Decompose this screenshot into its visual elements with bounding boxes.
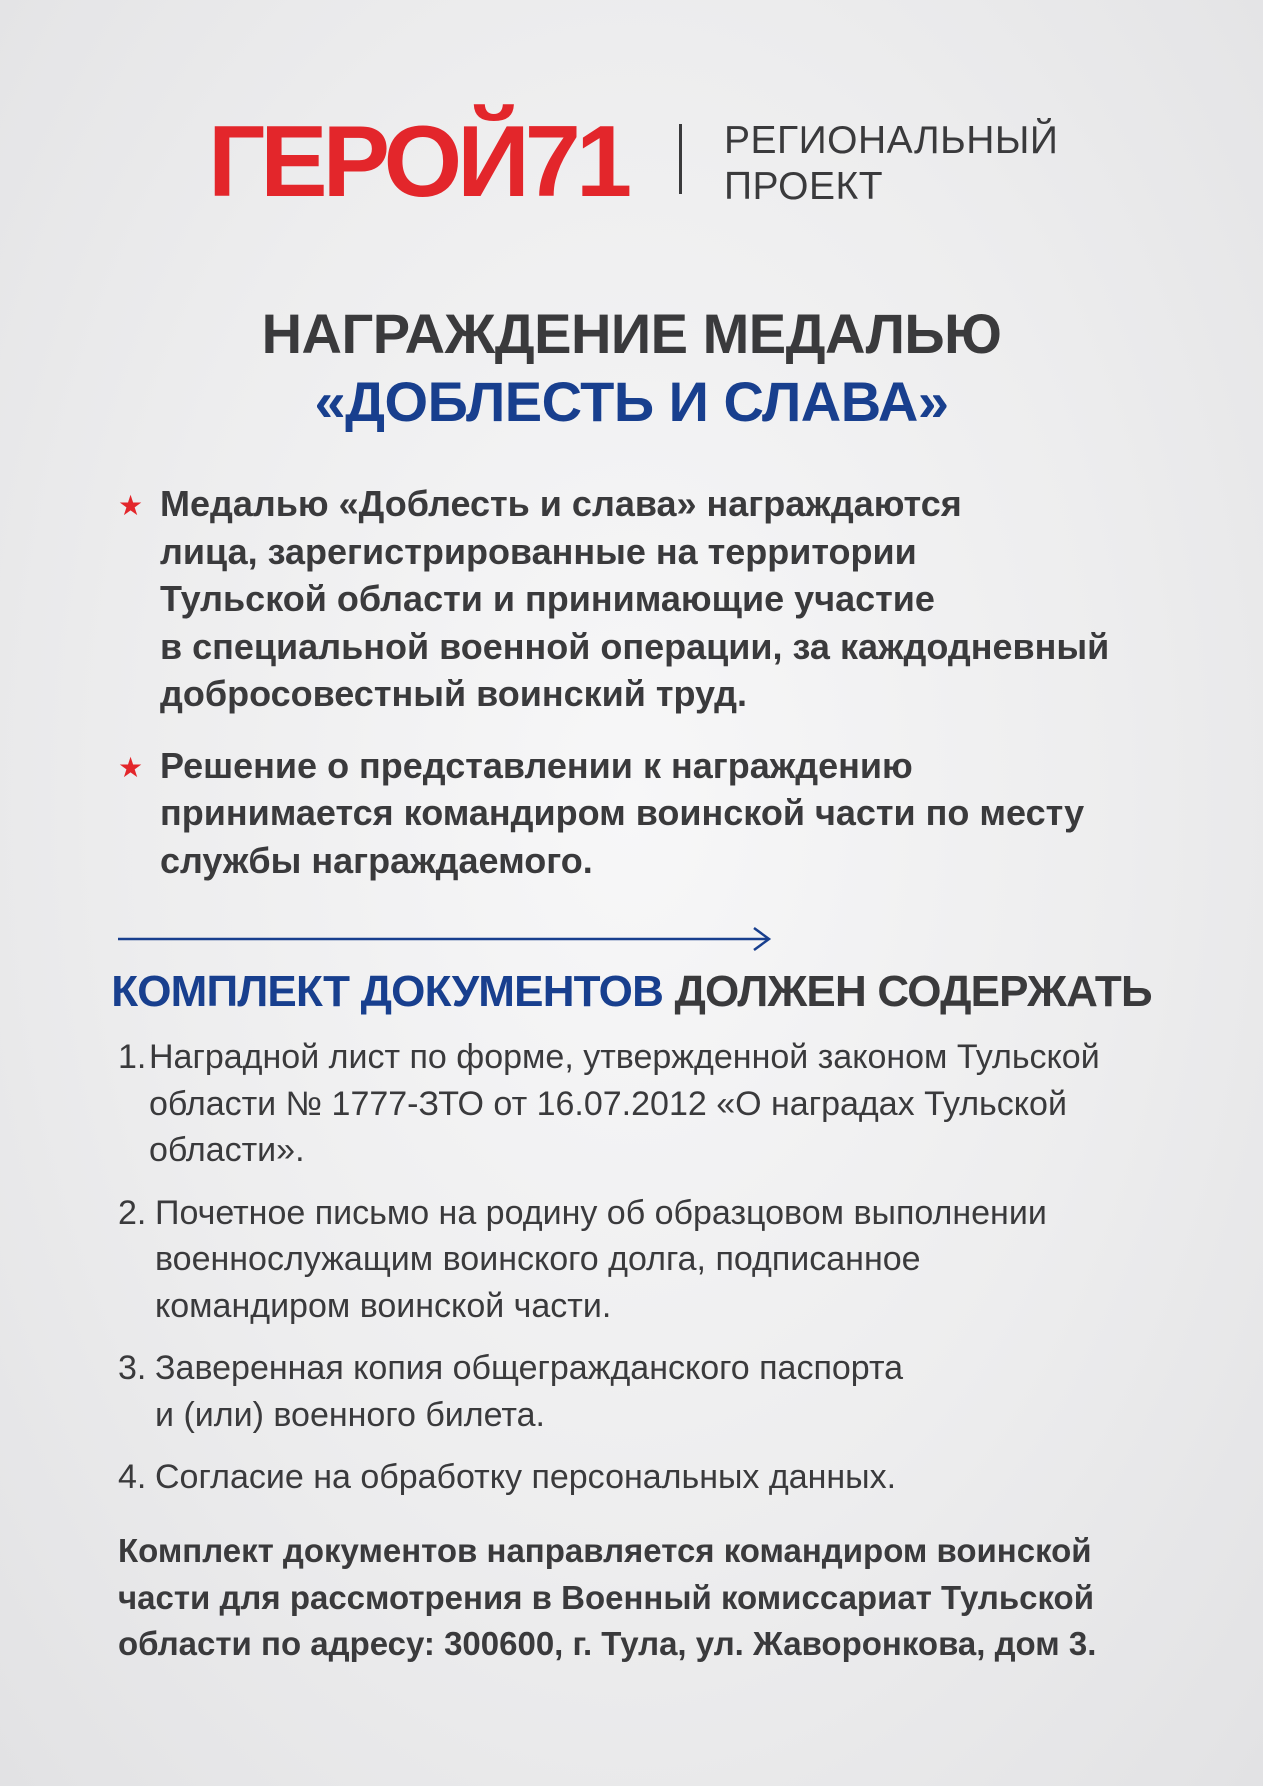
bullet-line: Медалью «Доблесть и слава» награждаются bbox=[160, 483, 962, 524]
list-item-text bbox=[118, 1345, 1188, 1438]
project-label bbox=[724, 118, 1058, 210]
page-title-line: НАГРАЖДЕНИЕ МЕДАЛЬЮ bbox=[261, 302, 1002, 365]
project-label-line: ПРОЕКТ bbox=[724, 165, 884, 208]
bullet-line: Тульской области и принимающие участие bbox=[160, 578, 935, 619]
list-item-number: 4. bbox=[118, 1458, 147, 1496]
header-divider bbox=[679, 124, 682, 194]
bullet-line: лица, зарегистрированные на территории bbox=[160, 530, 917, 572]
bullet-item bbox=[118, 742, 1178, 885]
header bbox=[0, 106, 1263, 218]
list-item-line: области № 1777-ЗТО от 16.07.2012 «О наградах Тульской bbox=[149, 1084, 1067, 1123]
list-item bbox=[118, 1190, 1188, 1330]
list-item-number: 1. bbox=[118, 1038, 147, 1076]
list-item-number: 3. bbox=[118, 1349, 147, 1387]
list-item-line: и (или) военного билета. bbox=[155, 1395, 545, 1434]
list-item-line: командиром воинской части. bbox=[155, 1286, 612, 1325]
bullet-line: Решение о представлении к награждению bbox=[160, 744, 913, 786]
section-heading-accent: КОМПЛЕКТ ДОКУМЕНТОВ bbox=[111, 967, 664, 1016]
section-heading bbox=[0, 964, 1263, 1020]
footer-line: Комплект документов направляется командиром воинской bbox=[118, 1532, 1092, 1569]
section-heading-rest: ДОЛЖЕН СОДЕРЖАТЬ bbox=[663, 967, 1152, 1016]
list-item-number: 2. bbox=[118, 1193, 147, 1232]
project-label-line: РЕГИОНАЛЬНЫЙ bbox=[724, 119, 1059, 162]
bullet-line: в специальной военной операции, за каждодневный bbox=[160, 625, 1110, 667]
list-item-line: Согласие на обработку персональных данных. bbox=[155, 1458, 897, 1496]
footer-line: части для рассмотрения в Военный комиссариат Тульской bbox=[118, 1578, 1094, 1616]
bullet-line: добросовестный воинский труд. bbox=[160, 673, 748, 714]
medal-name: «ДОБЛЕСТЬ И СЛАВА» bbox=[314, 370, 949, 433]
arrow-right-icon bbox=[118, 925, 774, 953]
list-item-line: области». bbox=[149, 1131, 305, 1169]
list-item-text bbox=[118, 1454, 1188, 1501]
star-icon: ★ bbox=[118, 489, 144, 522]
footer-line: области по адресу: 300600, г. Тула, ул. Жаворонкова, дом 3. bbox=[118, 1625, 1097, 1662]
footer-note bbox=[118, 1528, 1188, 1668]
list-item-line: Наградной лист по форме, утвержденной законом Тульской bbox=[149, 1038, 1100, 1076]
documents-list bbox=[118, 1034, 1188, 1517]
bullet-item bbox=[118, 480, 1178, 718]
list-item-text bbox=[118, 1190, 1188, 1330]
list-item-line: военнослужащим воинского долга, подписанное bbox=[155, 1240, 921, 1278]
page-title bbox=[0, 300, 1263, 436]
star-icon: ★ bbox=[118, 750, 144, 784]
list-item bbox=[118, 1034, 1188, 1174]
list-item bbox=[118, 1345, 1188, 1438]
bullet-list bbox=[118, 480, 1178, 908]
list-item-line: Заверенная копия общегражданского паспорта bbox=[155, 1349, 904, 1387]
list-item bbox=[118, 1454, 1188, 1501]
bullet-line: принимается командиром воинской части по месту bbox=[160, 792, 1085, 833]
list-item-line: Почетное письмо на родину об образцовом выполнении bbox=[155, 1193, 1047, 1232]
bullet-line: службы награждаемого. bbox=[160, 839, 593, 881]
logo-text: ГЕРОЙ71 bbox=[208, 106, 628, 218]
list-item-text bbox=[118, 1034, 1188, 1174]
